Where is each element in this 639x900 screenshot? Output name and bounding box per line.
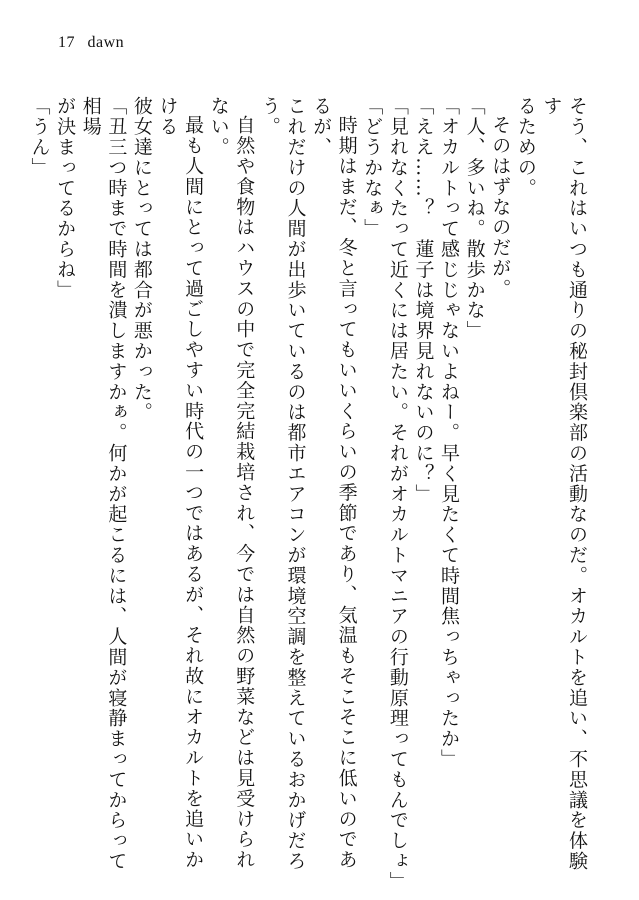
text-line: 自然や食物はハウスの中で完全完結栽培され、今では自然の野菜などは見受けられない。 <box>207 96 256 870</box>
text-line: 「ええ……？ 蓮子は境界見れないのに？」 <box>412 96 435 504</box>
text-line: 「丑三つ時まで時間を潰しますかぁ。何かが起こるには、人間が寝静まってからって相場 <box>79 96 128 872</box>
text-line: 「うん」 <box>28 96 51 178</box>
text-line: そのはずなのだが。 <box>489 115 512 299</box>
text-line: そう、これはいつも通りの秘封倶楽部の活動なのだ。オカルトを追い、不思議を体験す <box>540 96 588 872</box>
text-line: が決まってるからね」 <box>54 96 77 300</box>
text-line: 時期はまだ、冬と言ってもいいくらいの季節であり、気温もそこそこに低いのであるが、 <box>310 96 358 870</box>
page-header <box>58 34 124 52</box>
text-line: 「人、多いね。散歩かな」 <box>463 96 486 341</box>
text-line: これだけの人間が出歩いているのは都市エアコンが環境空調を整えているおかげだろう。 <box>258 96 307 872</box>
text-line: るための。 <box>514 96 537 198</box>
text-line: 「見れなくたって近くには居たい。それがオカルトマニアの行動原理ってもんでしょ」 <box>386 96 409 892</box>
vertical-body-text <box>28 96 589 892</box>
text-line: 最も人間にとって過ごしやすい時代の一つではあるが、それ故にオカルトを追いかける <box>156 96 205 870</box>
chapter-title: dawn <box>87 34 125 51</box>
text-line: 「オカルトって感じじゃないよねー。早く見たくて時間焦っちゃったか」 <box>438 96 461 770</box>
text-line: 「どうかなぁ」 <box>361 96 384 239</box>
page-number: 17 <box>58 34 75 51</box>
text-line: 彼女達にとっては都合が悪かった。 <box>130 96 153 423</box>
